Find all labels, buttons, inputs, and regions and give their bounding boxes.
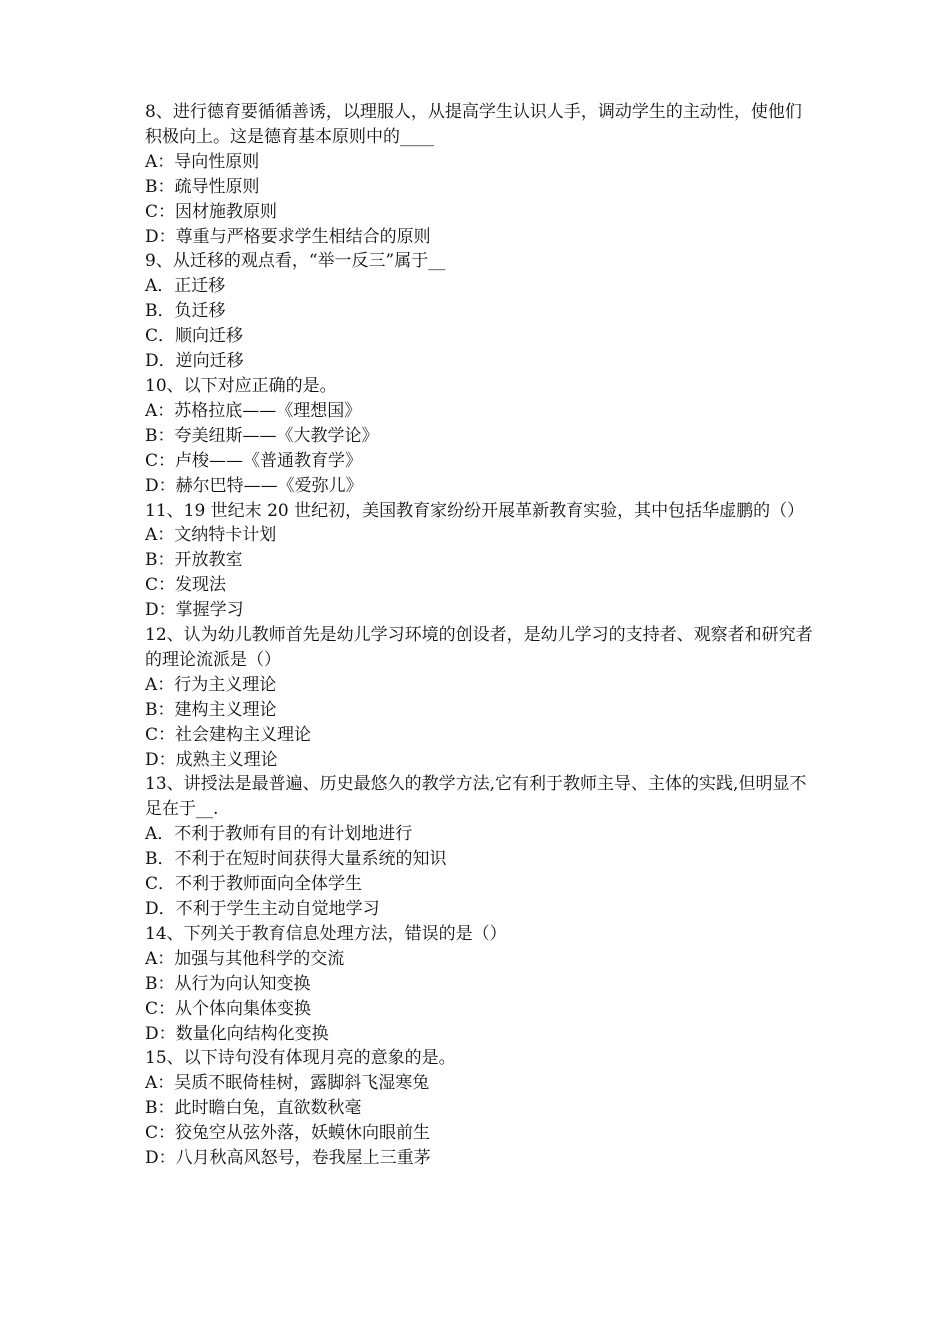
- question-block: [145, 623, 815, 772]
- option-b: B：夸美纽斯——《大教学论》: [145, 425, 379, 446]
- option-a: A：导向性原则: [145, 151, 260, 172]
- question-text: 13、讲授法是最普遍、历史最悠久的教学方法,它有利于教师主导、主体的实践,但明显不足在于__.: [145, 774, 807, 820]
- option-b: B：此时瞻白兔，直欲数秋毫: [145, 1098, 362, 1119]
- option-a: A：吴质不眠倚桂树，露脚斜飞湿寒兔: [145, 1073, 430, 1094]
- question-text: 11、19 世纪末 20 世纪初，美国教育家纷纷开展革新教育实验，其中包括华虚鹏的（）: [145, 500, 805, 521]
- option-b: B．不利于在短时间获得大量系统的知识: [145, 849, 447, 870]
- question-block: [145, 499, 815, 624]
- question-text: 14、下列关于教育信息处理方法，错误的是（）: [145, 923, 507, 944]
- option-d: D．逆向迁移: [145, 351, 244, 372]
- option-c: C：狡兔空从弦外落，妖蟆休向眼前生: [145, 1123, 431, 1144]
- option-c: C：从个体向集体变换: [145, 998, 312, 1019]
- option-b: B：开放教室: [145, 550, 243, 571]
- question-block: [145, 922, 815, 1047]
- question-text: 10、以下对应正确的是。: [145, 375, 337, 396]
- option-c: C：社会建构主义理论: [145, 724, 312, 745]
- question-block: [145, 374, 815, 499]
- question-block: [145, 100, 815, 249]
- option-b: B：疏导性原则: [145, 176, 260, 197]
- option-d: D．不利于学生主动自觉地学习: [145, 899, 380, 919]
- option-d: D：尊重与严格要求学生相结合的原则: [145, 226, 431, 247]
- option-d: D：掌握学习: [145, 600, 244, 621]
- option-b: B：从行为向认知变换: [145, 973, 311, 994]
- option-d: D：数量化向结构化变换: [145, 1023, 329, 1044]
- option-a: A：苏格拉底——《理想国》: [145, 400, 362, 421]
- option-b: B．负迁移: [145, 301, 226, 322]
- document-page: [145, 100, 815, 1171]
- question-text: 12、认为幼儿教师首先是幼儿学习环境的创设者，是幼儿学习的支持者、观察者和研究者的理论流派是（）: [145, 625, 813, 670]
- option-a: A：加强与其他科学的交流: [145, 948, 345, 969]
- question-text: 8、进行德育要循循善诱，以理服人，从提高学生认识人手，调动学生的主动性，使他们积极向上。这是德育基本原则中的____: [145, 102, 802, 147]
- option-d: D：成熟主义理论: [145, 749, 278, 770]
- question-text: 9、从迁移的观点看，“举一反三”属于__: [145, 251, 446, 272]
- question-block: [145, 772, 815, 921]
- option-c: C：因材施教原则: [145, 201, 278, 222]
- option-c: C．不利于教师面向全体学生: [145, 874, 363, 895]
- question-block: [145, 249, 815, 374]
- question-text: 15、以下诗句没有体现月亮的意象的是。: [145, 1048, 456, 1069]
- option-b: B：建构主义理论: [145, 699, 277, 720]
- option-c: C：卢梭——《普通教育学》: [145, 450, 363, 471]
- option-a: A．正迁移: [145, 276, 226, 297]
- option-d: D：赫尔巴特——《爱弥儿》: [145, 475, 363, 496]
- question-block: [145, 1046, 815, 1171]
- option-d: D：八月秋高风怒号，卷我屋上三重茅: [145, 1148, 431, 1169]
- option-c: C：发现法: [145, 575, 227, 596]
- option-a: A．不利于教师有目的有计划地进行: [145, 824, 413, 845]
- option-c: C．顺向迁移: [145, 326, 244, 347]
- option-a: A：行为主义理论: [145, 674, 277, 695]
- option-a: A：文纳特卡计划: [145, 525, 277, 546]
